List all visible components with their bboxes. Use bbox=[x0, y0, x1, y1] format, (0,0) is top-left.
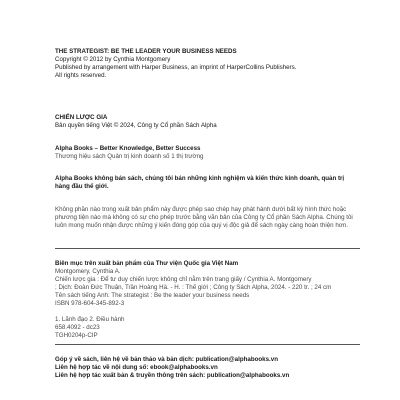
original-copyright: Copyright © 2012 by Cynthia Montgomery bbox=[55, 56, 171, 63]
cip-block bbox=[55, 260, 360, 340]
cip-line: TGH0204p-CIP bbox=[55, 332, 98, 339]
original-title: THE STRATEGIST: BE THE LEADER YOUR BUSINESS NEEDS bbox=[55, 48, 237, 55]
original-copyright-block bbox=[55, 48, 296, 80]
publishing-arrangement: Published by arrangement with Harper Business, an imprint of HarperCollins Publishers. bbox=[55, 64, 297, 71]
cip-line: ISBN 978-604-345-892-3 bbox=[55, 300, 125, 307]
vietnamese-copyright: Bản quyền tiếng Việt © 2024, Công ty Cổ phần Sách Alpha bbox=[55, 122, 217, 129]
cip-heading: Biên mục trên xuất bản phẩm của Thư viện Quốc gia Việt Nam bbox=[55, 260, 239, 267]
cip-line: Tên sách tiếng Anh: The strategist : Be the leader your business needs bbox=[55, 292, 250, 299]
divider bbox=[55, 248, 360, 249]
cip-line: 658.4092 - dc23 bbox=[55, 324, 100, 331]
mission-statement: Alpha Books không bán sách, chúng tôi bán những kinh nghiệm và kiến thức kinh doanh, quản trị hàng đầu thế giới. bbox=[55, 175, 345, 190]
divider bbox=[55, 344, 360, 345]
cip-line bbox=[55, 308, 360, 316]
cip-line: ; Dịch: Đoàn Đức Thuận, Trần Hoàng Hà. - H. : Thế giới ; Công ty Sách Alpha, 2024. - 220 tr. ; 24 cm bbox=[55, 284, 332, 291]
cip-line: Chiến lược gia : Để tư duy chiến lược không chỉ nằm trên trang giấy / Cynthia A. Montgomery bbox=[55, 276, 312, 283]
brand-tagline: Alpha Books – Better Knowledge, Better Success bbox=[55, 145, 201, 152]
brand-block bbox=[55, 145, 203, 161]
contact-line-ebook: Liên hệ hợp tác về nội dung số: ebook@alphabooks.vn bbox=[55, 364, 218, 371]
contact-line-partnership: Liên hệ hợp tác xuất bản & truyền thông trên sách: publication@alphabooks.vn bbox=[55, 372, 290, 379]
rights-reserved: All rights reserved. bbox=[55, 72, 107, 79]
vietnamese-title: CHIẾN LƯỢC GIA bbox=[55, 114, 108, 121]
cip-line: Montgomery, Cynthia A. bbox=[55, 268, 121, 275]
copy-disclaimer: Không phần nào trong xuất bản phẩm này được phép sao chép hay phát hành dưới bất kỳ hình thức hoặc phương tiện nào mà không có sự cho phép trước bằng văn bản của Công ty Cổ phần Sách Alpha. Chúng tôi luôn mong muốn nhận được những ý kiến đóng góp của quý vị độc giả để sách ngày càng hoàn thiện hơn. bbox=[55, 206, 353, 229]
brand-subtitle: Thương hiệu sách Quản trị kinh doanh số 1 thị trường bbox=[55, 153, 204, 160]
contact-block bbox=[55, 356, 360, 380]
contact-line-publication: Góp ý về sách, liên hệ về bản thảo và bản dịch: publication@alphabooks.vn bbox=[55, 356, 278, 363]
vietnamese-edition-block bbox=[55, 114, 217, 130]
cip-line: 1. Lãnh đạo 2. Điều hành bbox=[55, 316, 125, 323]
